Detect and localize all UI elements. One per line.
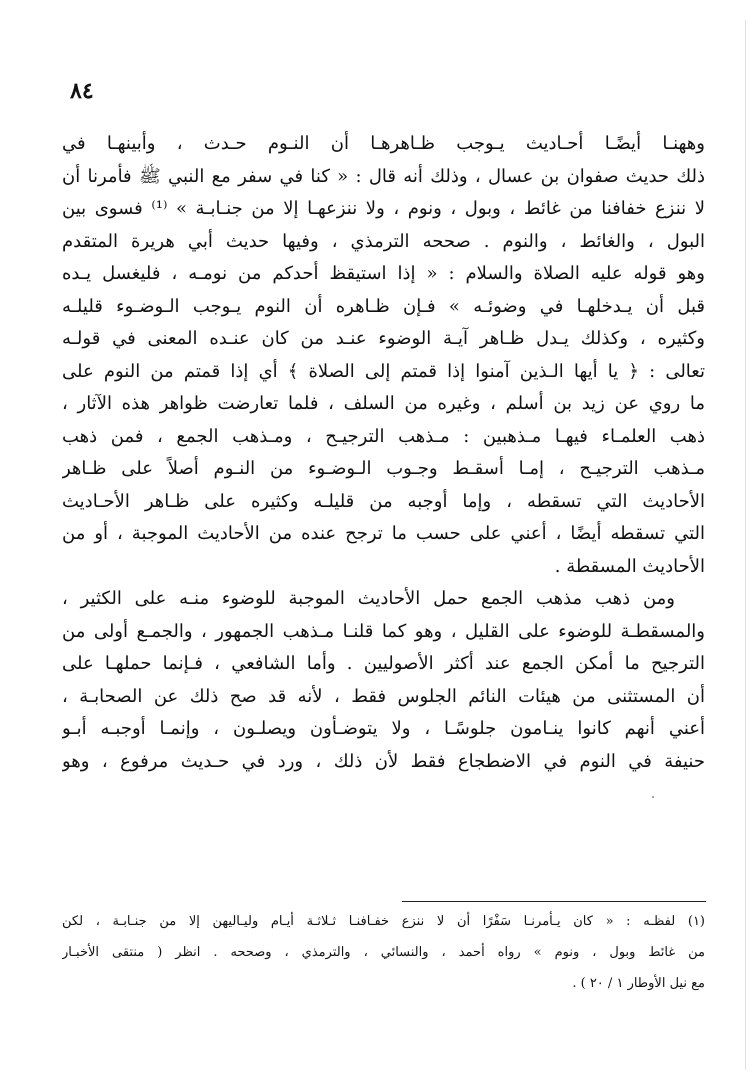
footnote-separator: [402, 901, 706, 902]
text-line: والمسقطـة للوضوء على القليل ، وهو كما قلنـا مـذهب الجمهور ، والجمـع أولى من: [62, 620, 705, 642]
text-line: أن المستثنى من هيئات النائم الجلوس فقط ، لأنه قد صح ذلك عن الصحابـة ،: [62, 685, 705, 707]
text-line: الأحاديث التي تسقطه ، وإما أوجبه من قليلـه وكثيره على ظـاهر الأحـاديث: [62, 490, 705, 512]
footnotes: [62, 906, 705, 999]
text-line: حنيفة في النوم في الاضطجاع فقط لأن ذلك ، ورد في حـديث مرفوع ، وهو: [62, 750, 705, 772]
text-line: وههنـا أيضًـا أحـاديث يـوجب ظـاهرهـا أن النـوم حـدث ، وأبينهـا في: [62, 133, 705, 154]
text-line: البول ، والغائط ، والنوم . صححه الترمذي ، وفيها حديث أبي هريرة المتقدم: [62, 230, 705, 252]
text-line: الترجيح ما أمكن الجمع عند أكثر الأصوليين . وأما الشافعي ، فـإنما حملهـا على: [62, 653, 705, 674]
text-line: التي تسقطه أيضًا ، أعني على حسب ما ترجح عنده من الأحاديث الموجبة ، أو من: [62, 523, 705, 544]
page-edge-line: [745, 20, 746, 1070]
text-line: أعني أنهم كانوا ينـامون جلوسًـا ، ولا يتوضـأون ويصلـون ، وإنمـا أوجبـه أبـو: [62, 718, 705, 739]
text-line: ما روي عن زيد بن أسلم ، وغيره من السلف ، فلما تعارضت ظواهر هذه الآثار ،: [62, 393, 705, 414]
page-number: ٨٤: [70, 78, 94, 104]
text-line: الأحاديث المسقطة .: [554, 555, 705, 577]
text-line: تعالى : ﴿ يا أيها الـذين آمنوا إذا قمتم إلى الصلاة ﴾ أي إذا قمتم من النوم على: [62, 360, 705, 382]
text-line: وهو قوله عليه الصلاة والسلام : « إذا استيقظ أحدكم من نومـه ، فليغسل يـده: [62, 263, 705, 284]
text-line: ومن ذهب مذهب الجمع حمل الأحاديث الموجبة للوضوء منـه على الكثير ،: [62, 588, 675, 609]
main-text: [62, 128, 705, 778]
footnote-line: مع نيل الأوطار ١ / ٢٠ ) .: [572, 976, 705, 991]
footnote-line: (١) لفظـه : « كان يـأمرنـا سَفْرًا أن لا ننزع خفـافنـا ثـلاثـة أيـام وليـاليهن إلا من جنـابـة ، لكن: [62, 914, 705, 929]
text-line: وكثيره ، وكذلك يـدل ظـاهر آيـة الوضوء عنـد من كان عنـده المعنى في قولـه: [62, 328, 705, 349]
text-line: ذهب العلمـاء فيهـا مـذهبين : مـذهب الترجيـح ، ومـذهب الجمع ، فمن ذهب: [62, 425, 705, 447]
scan-speck: [652, 796, 654, 798]
text-line: مـذهب الترجيـح ، إمـا أسقـط وجـوب الـوضـوء من النـوم أصلاً على ظـاهر: [62, 458, 705, 479]
text-line: لا ننزع خفافنا من غائط ، وبول ، ونوم ، ولا ننزعهـا إلا من جنـابـة » ⁽¹⁾ فسوى بين: [62, 198, 705, 219]
text-line: ذلك حديث صفوان بن عسال ، وذلك أنه قال : « كنا في سفر مع النبي ﷺ فأمرنا أن: [62, 165, 705, 187]
text-line: قبل أن يـدخلهـا في وضوئـه » فـإن ظـاهره أن النوم يـوجب الـوضـوء قليلـه: [62, 295, 705, 317]
footnote-line: من غائط وبول ، ونوم » رواه أحمد ، والنسائي ، والترمذي ، وصححه . انظر ( منتقى الأخبـار: [62, 945, 705, 960]
